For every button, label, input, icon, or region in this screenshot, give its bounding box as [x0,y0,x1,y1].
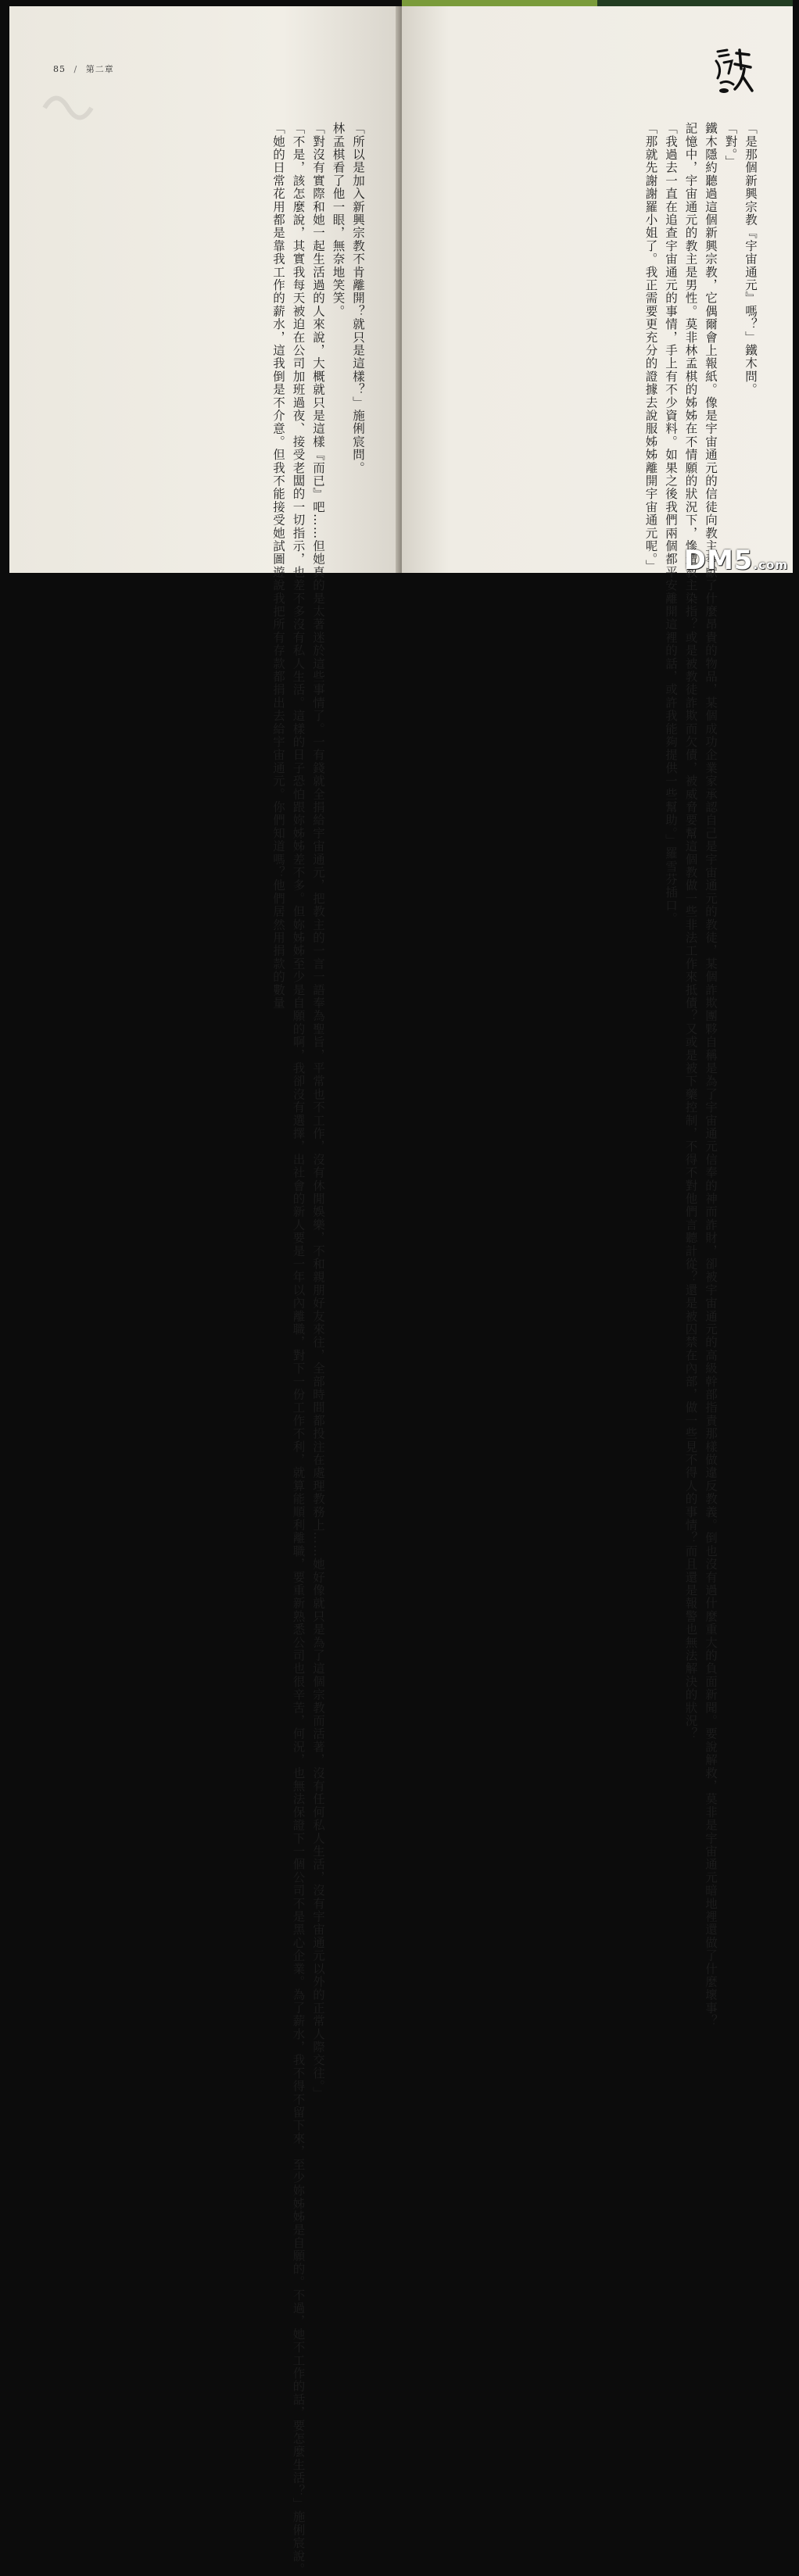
paragraph: 「不是，該怎麼說，其實我每天被迫在公司加班過夜、接受老闆的一切指示，也差不多沒有私人生活。這樣的日子恐怕跟妳姊姊差不多。但妳姊姊至少是自願的啊，我卻沒有選擇，出社會的新人要是一年以內離職，對下一份工作不利，就算能順利離職，要重新熟悉公司也很辛苦，何況，也無法保證下一個公司不是黑心企業。為了薪水，我不得不留下來，至少妳姊姊是自願的。不過，她不工作的話，要怎麼生活？」施俐宸說。 [291,122,306,2576]
paragraph: 記憶中，宇宙通元的教主是男性。莫非林孟棋的姊姊在不情願的狀況下，慘遭教主染指？或是被教徒詐欺而欠債，被威脅要幫這個教做一些非法工作來抵債？又或是被下藥控制，不得不對他們言聽計從？還是被囚禁在內部，做一些見不得人的事情？而且還是報警也無法解決的狀況？ [683,122,698,1741]
paragraph: 林孟棋看了他一眼，無奈地笑笑。 [331,122,346,318]
running-header [53,63,114,75]
paragraph: 「對。」 [723,122,738,169]
header-separator: / [73,64,78,74]
left-page-text [39,122,367,2576]
paragraph: 鐵木隱約聽過這個新興宗教，它偶爾會上報紙。像是宇宙通元的信徒向教主奉獻了什麼昂貴的物品，某個成功企業家承認自己是宇宙通元的教徒，某個詐欺團夥自稱是為了宇宙通元信奉的神而詐財，卻被宇宙通元的高級幹部指責那樣做違反教義。倒也沒有過什麼重大的負面新聞。要說解救，莫非是宇宙通元暗地裡還做了什麼壞事？ [704,122,718,2028]
paragraph: 「那就先謝謝羅小姐了。我正需要更充分的證據去說服姊姊離開宇宙通元呢。」 [643,122,658,573]
left-page [9,6,400,2576]
watermark-suffix: .com [753,558,788,572]
site-watermark [684,545,788,576]
paragraph: 「對沒有實際和她一起生活過的人來說，大概就只是這樣『而已』吧……但她真的是太著迷於這些事情了。一有錢就全捐給宇宙通元，把教主的一言一語奉為聖旨，平常也不工作，沒有休閒娛樂，不和親朋好友來往，全部時間都投注在處理教務上……她好像就只是為了這個宗教而活著，沒有任何私人生活，沒有宇宙通元以外的正常人際交往。」 [311,122,325,2100]
page-number: 85 [53,64,66,74]
paragraph: 「是那個新興宗教『宇宙通元』嗎？」鐵木問。 [743,122,758,396]
paragraph: 「她的日常花用都是靠我工作的薪水，這我倒是不介意。但我不能接受她試圖遊說我把所有存款都捐出去給宇宙通元。你們知道嗎？他們居然用捐款的數量 [271,122,285,1010]
paragraph: 「我過去一直在追查宇宙通元的事情，手上有不少資料。如果之後我們兩個都平安離開這裡的話，或許我能夠提供一些幫助。」羅雪芬插口。 [664,122,678,925]
paragraph: 「所以是加入新興宗教不肯離開？就只是這樣？」施俐宸問。 [351,122,365,474]
chapter-title: 第二章 [85,64,114,74]
calligraphy-logo [711,45,755,100]
watermark-brand: DM5 [683,545,754,576]
